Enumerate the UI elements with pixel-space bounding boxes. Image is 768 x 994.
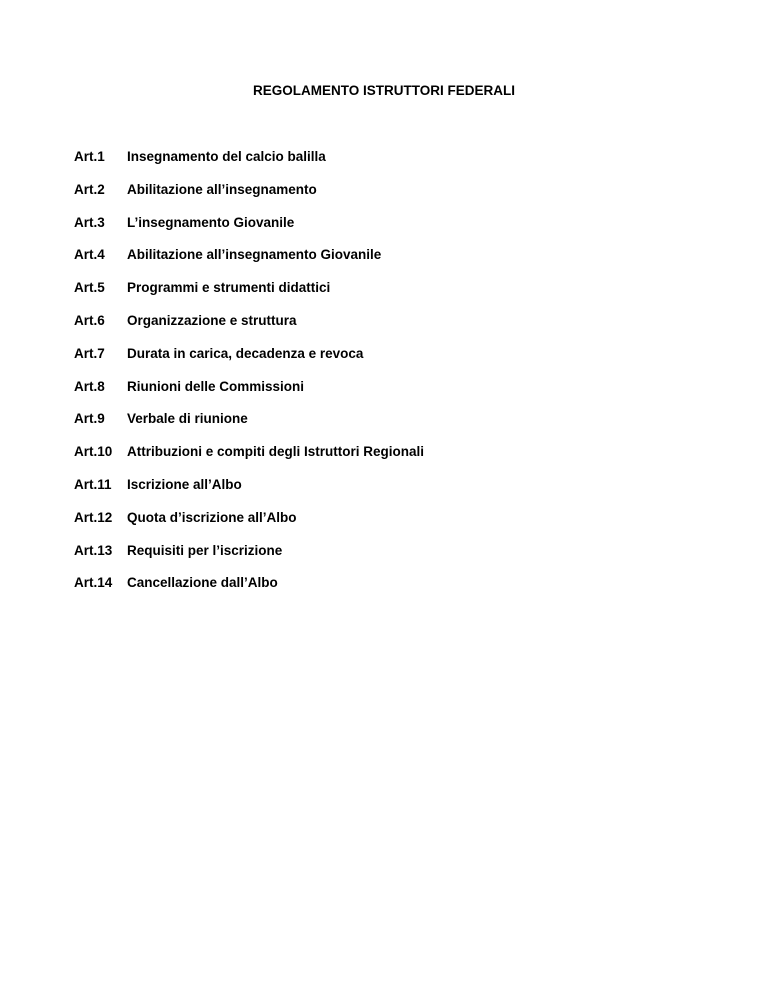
article-number: Art.7 <box>74 345 105 361</box>
article-number: Art.8 <box>74 378 105 394</box>
article-number: Art.2 <box>74 181 105 197</box>
article-row <box>74 345 424 378</box>
article-list <box>74 148 424 607</box>
article-row <box>74 148 424 181</box>
article-title: Organizzazione e struttura <box>127 312 297 328</box>
article-title: Durata in carica, decadenza e revoca <box>127 345 364 361</box>
article-number: Art.5 <box>74 280 105 296</box>
article-row <box>74 410 424 443</box>
article-row <box>74 279 424 312</box>
article-title: Iscrizione all’Albo <box>127 476 242 492</box>
article-title: Abilitazione all’insegnamento <box>127 181 317 197</box>
page-title: REGOLAMENTO ISTRUTTORI FEDERALI <box>252 83 515 98</box>
article-row <box>74 246 424 279</box>
article-title: Quota d’iscrizione all’Albo <box>127 509 297 525</box>
article-title: Programmi e strumenti didattici <box>127 280 331 296</box>
article-title: Abilitazione all’insegnamento Giovanile <box>127 247 382 263</box>
article-row <box>74 312 424 345</box>
article-row <box>74 443 424 476</box>
article-title: Attribuzioni e compiti degli Istruttori Regionali <box>127 444 424 460</box>
article-title: Cancellazione dall’Albo <box>127 575 278 591</box>
article-row <box>74 476 424 509</box>
article-title: Verbale di riunione <box>127 411 248 427</box>
article-row <box>74 181 424 214</box>
article-title: Insegnamento del calcio balilla <box>127 149 326 164</box>
article-number: Art.11 <box>74 476 112 492</box>
article-number: Art.3 <box>74 214 105 230</box>
article-row <box>74 378 424 411</box>
article-number: Art.6 <box>74 312 105 328</box>
article-number: Art.10 <box>74 444 113 460</box>
article-row <box>74 509 424 542</box>
article-number: Art.14 <box>74 575 113 591</box>
article-number: Art.1 <box>74 149 105 164</box>
article-title: Requisiti per l’iscrizione <box>127 542 283 558</box>
article-number: Art.13 <box>74 542 113 558</box>
article-number: Art.12 <box>74 509 113 525</box>
article-number: Art.9 <box>74 411 105 427</box>
article-number: Art.4 <box>74 247 105 263</box>
article-title: L’insegnamento Giovanile <box>127 214 295 230</box>
article-row <box>74 214 424 247</box>
article-row <box>74 574 424 607</box>
article-title: Riunioni delle Commissioni <box>127 378 305 394</box>
article-row <box>74 542 424 575</box>
